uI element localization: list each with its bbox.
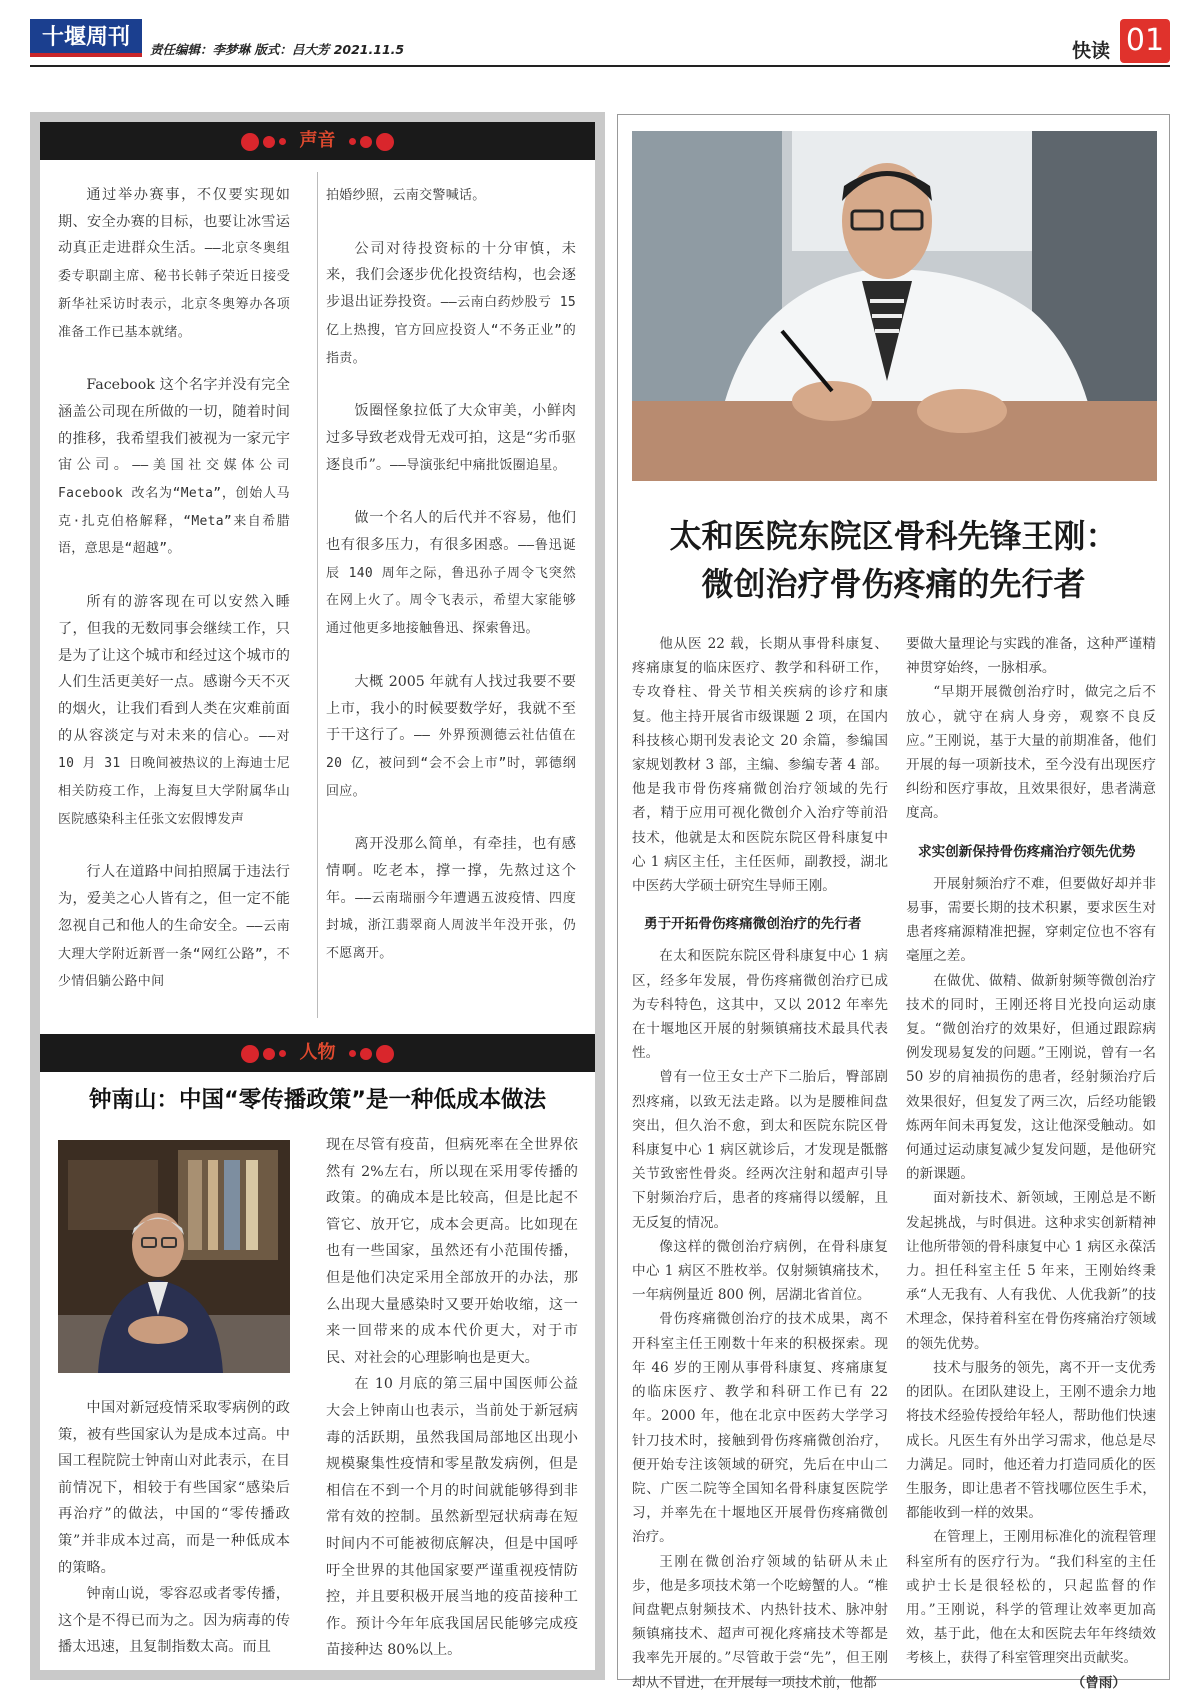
feature-column-1 <box>632 632 888 1695</box>
masthead-logo: 十堰周刊 <box>30 19 142 57</box>
paragraph: 现在尽管有疫苗，但病死率在全世界依然有 2%左右，所以现在采用零传播的政策。的确成本是比较高，但是比起不管它、放开它，成本会更高。比如现在也有一些国家，虽然还有小范围传播，但是他们决定采用全部放开的办法，那么出现大量感染时又要开始收缩，这一来一回带来的成本代价更大，对于市民、对社会的心理影响也是更大。 <box>326 1137 578 1366</box>
feature-column-2 <box>906 632 1156 1695</box>
paragraph: 在 10 月底的第三届中国医师公益大会上钟南山也表示，当前处于新冠病毒的活跃期，虽然我国局部地区出现小规模聚集性疫情和零星散发病例，但是相信在不到一个月的时间就能够得到非常有效的控制。虽然新型冠状病毒在短时间内不可能被彻底解决，但是中国呼吁全世界的其他国家要严谨重视疫情防控，并且要积极开展当地的疫苗接种工作。预计今年年底我国居民能够完成疫苗接种达 80%以上。 <box>326 1376 578 1659</box>
quote-item: 做一个名人的后代并不容易，他们也有很多压力，有很多困惑。——鲁迅诞辰 140 周年之际，鲁迅孙子周令飞突然在网上火了。周令飞表示，希望大家能够通过他更多地接触鲁迅、探索鲁迅。 <box>326 510 576 637</box>
dots-decor-left <box>239 1043 288 1063</box>
quote-item: 拍婚纱照，云南交警喊话。 <box>326 188 486 203</box>
editor-line: 责任编辑：李梦琳 版式：吕大芳 2021.11.5 <box>150 42 405 57</box>
headline-line-2: 微创治疗骨伤疼痛的先行者 <box>701 565 1086 603</box>
headline-line-1: 太和医院东院区骨科先锋王刚： <box>669 517 1118 555</box>
quote-item: 大概 2005 年就有人找过我要不要上市，我小的时候要数学好，我就不至于干这行了。—— 外界预测德云社估值在 20 亿，被问到“会不会上市”时，郭德纲回应。 <box>326 673 576 799</box>
zhong-nanshan-photo <box>58 1140 290 1373</box>
feature-subhead: 求实创新保持骨伤疼痛治疗领先优势 <box>918 843 1136 860</box>
dots-decor-right <box>347 131 396 151</box>
section-label: 快读 <box>1072 40 1111 62</box>
doctor-illustration <box>632 131 1157 481</box>
author-credit: （曾雨） <box>1071 1674 1126 1691</box>
dots-decor-right <box>347 1043 396 1063</box>
paragraph: 王刚在微创治疗领域的钻研从未止步，他是多项技术第一个吃螃蟹的人。“椎间盘靶点射频技术、内热针技术、脉冲射频镇痛技术、超声可视化疼痛技术等都是我率先开展的。”尽管敢于尝“先”，但王刚却从不冒进，在开展每一项技术前，他都 <box>632 1553 888 1691</box>
feature-subhead: 勇于开拓骨伤疼痛微创治疗的先行者 <box>644 916 862 933</box>
voices-section-title: 声音 <box>299 130 336 151</box>
quote-item: 饭圈怪象拉低了大众审美，小鲜肉过多导致老戏骨无戏可拍，这是“劣币驱逐良币”。——导演张纪中痛批饭圈追星。 <box>326 403 576 473</box>
doctor-photo <box>632 131 1157 481</box>
portrait-illustration <box>58 1140 290 1373</box>
paragraph: 在太和医院东院区骨科康复中心 1 病区，经多年发展，骨伤疼痛微创治疗已成为专科特色，这其中，又以 2012 年率先在十堰地区开展的射频镇痛技术最具代表性。 <box>632 948 888 1062</box>
page-number-badge: 01 <box>1120 19 1170 63</box>
paragraph: 像这样的微创治疗病例，在骨科康复中心 1 病区不胜枚举。仅射频镇痛技术，一年病例量近 800 例，居湖北省首位。 <box>632 1238 888 1304</box>
feature-headline <box>620 512 1167 608</box>
quote-item: Facebook 这个名字并没有完全涵盖公司现在所做的一切，随着时间的推移，我希望我们被视为一家元宇宙公司。——美国社交媒体公司 Facebook 改名为“Meta”，创始人马克·扎克伯格解释，“Meta”来自希腊语，意思是“超越”。 <box>58 377 290 557</box>
voices-section-bar <box>40 122 595 160</box>
paragraph: 面对新技术、新领域，王刚总是不断发起挑战，与时俱进。这种求实创新精神让他所带领的骨科康复中心 1 病区永葆活力。担任科室主任 5 年来，王刚始终秉承“人无我有、人有我优、人优我新”的技术理念，保持着科室在骨伤疼痛治疗领域的领先优势。 <box>906 1190 1156 1352</box>
header-rule <box>30 65 1170 67</box>
people-headline: 钟南山：中国“零传播政策”是一种低成本做法 <box>88 1087 547 1113</box>
paragraph: 在做优、做精、做新射频等微创治疗技术的同时，王刚还将目光投向运动康复。“微创治疗的效果好，但通过跟踪病例发现易复发的问题。”王刚说，曾有一名 50 岁的肩袖损伤的患者，经射频治疗后效果很好，但复发了两三次，后经功能锻炼两年间未再复发，这让他深受触动。如何通过运动康复减少复发问题，是他研究的新课题。 <box>906 972 1156 1183</box>
paragraph: 骨伤疼痛微创治疗的技术成果，离不开科室主任王刚数十年来的积极探索。现年 46 岁的王刚从事骨科康复、疼痛康复的临床医疗、教学和科研工作已有 22 年。2000 年，他在北京中医药大学学习针刀技术时，接触到骨伤疼痛微创治疗，便开始专注该领域的研究，先后在中山二院、广医二院等全国知名骨科康复医院学习，并率先在十堰地区开展骨伤疼痛微创治疗。 <box>632 1311 888 1546</box>
people-section-title: 人物 <box>299 1042 336 1063</box>
paragraph: 开展射频治疗不难，但要做好却并非易事，需要长期的技术积累，要求医生对患者疼痛源精准把握，穿刺定位也不容有毫厘之差。 <box>906 875 1156 965</box>
quote-item: 行人在道路中间拍照属于违法行为，爱美之心人皆有之，但一定不能忽视自己和他人的生命安全。——云南大理大学附近新晋一条“网红公路”，不少情侣躺公路中间 <box>58 864 290 990</box>
dots-decor-left <box>239 131 288 151</box>
paragraph: 中国对新冠疫情采取零病例的政策，被有些国家认为是成本过高。中国工程院院士钟南山对此表示，在目前情况下，相较于有些国家“感染后再治疗”的做法，中国的“零传播政策”并非成本过高，而是一种低成本的策略。 <box>58 1400 290 1576</box>
paragraph: “早期开展微创治疗时，做完之后不放心，就守在病人身旁，观察不良反应。”王刚说，基于大量的前期准备，他们开展的每一项新技术，至今没有出现医疗纠纷和医疗事故，且效果很好，患者满意度高。 <box>906 684 1156 822</box>
quote-item: 公司对待投资标的十分审慎，未来，我们会逐步优化投资结构，也会逐步退出证券投资。——云南白药炒股亏 15 亿上热搜，官方回应投资人“不务正业”的指责。 <box>326 240 576 366</box>
paragraph: 在管理上，王刚用标准化的流程管理科室所有的医疗行为。“我们科室的主任或护士长是很轻松的，只起监督的作用。”王刚说，科学的管理让效率更加高效，基于此，他在太和医院去年年终绩效考核上，获得了科室管理突出贡献奖。 <box>906 1529 1156 1667</box>
people-text-right <box>326 1132 578 1664</box>
paragraph: 他从医 22 载，长期从事骨科康复、疼痛康复的临床医疗、教学和科研工作，专攻脊柱、骨关节相关疾病的诊疗和康复。他主持开展省市级课题 2 项，在国内科技核心期刊发表论文 20 余篇，参编国家规划教材 3 部，主编、参编专著 4 部。他是我市骨伤疼痛微创治疗领域的先行者，精于应用可视化微创介入治疗等前沿技术，他就是太和医院东院区骨科康复中心 1 病区主任，主任医师，副教授，湖北中医药大学硕士研究生导师王刚。 <box>632 636 888 895</box>
quote-item: 所有的游客现在可以安然入睡了，但我的无数同事会继续工作，只是为了让这个城市和经过这个城市的人们生活更美好一点。感谢今天不灭的烟火，让我们看到人类在灾难前面的从容淡定与对未来的信心。——对 10 月 31 日晚间被热议的上海迪士尼相关防疫工作，上海复旦大学附属华山医院感染科主任张文宏假博发声 <box>58 594 290 827</box>
paragraph: 要做大量理论与实践的准备，这种严谨精神贯穿始终，一脉相承。 <box>906 636 1156 677</box>
people-text-left <box>58 1395 290 1661</box>
paragraph: 曾有一位王女士产下二胎后，臀部剧烈疼痛，以致无法走路。以为是腰椎间盘突出，但久治不愈，到太和医院东院区骨科康复中心 1 病区就诊后，才发现是骶髂关节致密性骨炎。经两次注射和超声引导下射频治疗后，患者的疼痛得以缓解，且无反复的情况。 <box>632 1069 888 1231</box>
quote-item: 通过举办赛事，不仅要实现如期、安全办赛的目标，也要让冰雪运动真正走进群众生活。——北京冬奥组委专职副主席、秘书长韩子荣近日接受新华社采访时表示，北京冬奥筹办各项准备工作已基本就绪。 <box>58 187 290 340</box>
column-divider <box>317 172 318 1018</box>
quote-item: 离开没那么简单，有牵挂，也有感情啊。吃老本，撑一撑，先熬过这个年。——云南瑞丽今年遭遇五波疫情、四度封城，浙江翡翠商人周波半年没开张，仍不愿离开。 <box>326 836 576 962</box>
paragraph: 技术与服务的领先，离不开一支优秀的团队。在团队建设上，王刚不遗余力地将技术经验传授给年轻人，帮助他们快速成长。凡医生有外出学习需求，他总是尽力满足。同时，他还着力打造同质化的医生服务，即让患者不管找哪位医生手术，都能收到一样的效果。 <box>906 1359 1156 1522</box>
people-section-bar <box>40 1034 595 1072</box>
paragraph: 钟南山说，零容忍或者零传播，这个是不得已而为之。因为病毒的传播太迅速，且复制指数太高。而且 <box>58 1586 290 1656</box>
voices-right-column <box>326 182 576 968</box>
voices-left-column <box>58 182 290 996</box>
